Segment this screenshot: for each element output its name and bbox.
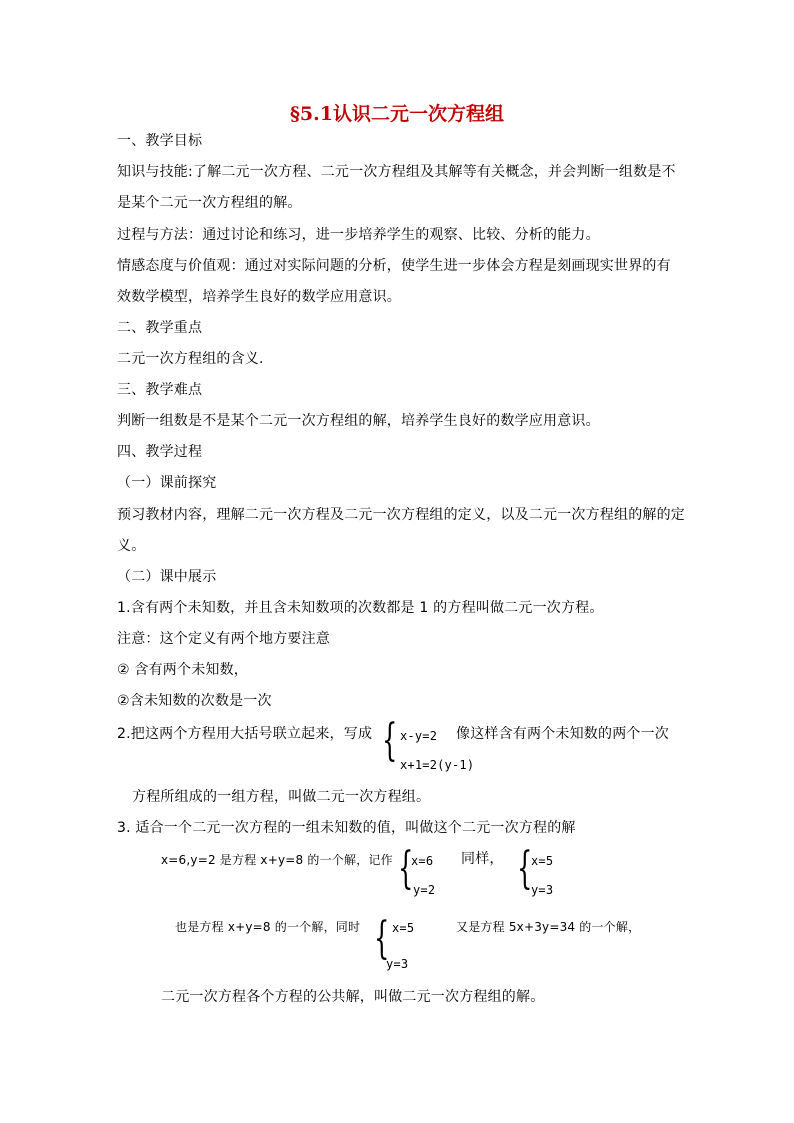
definition-item-1: 1.含有两个未知数，并且含未知数项的次数都是 1 的方程叫做二元一次方程。 <box>117 600 604 616</box>
example-text: x=6,y=2 是方程 x+y=8 的一个解，记作 <box>161 853 393 867</box>
goal-knowledge-line-2: 是某个二元一次方程组的解。 <box>117 195 302 211</box>
definition-item-2-continued: 方程所组成的一组方程，叫做二元一次方程组。 <box>132 789 431 805</box>
pre-class-text-line-2: 义。 <box>117 538 146 554</box>
goal-emotion-line-1: 情感态度与价值观：通过对实际问题的分析，使学生进一步体会方程是刻画现实世界的有 <box>117 258 671 274</box>
goals-heading: 一、教学目标 <box>117 133 203 149</box>
definition-item-3: 3. 适合一个二元一次方程的一组未知数的值，叫做这个二元一次方程的解 <box>117 820 576 836</box>
pre-class-heading: （一）课前探究 <box>117 475 217 491</box>
second-solution-x: x=5 <box>531 854 554 868</box>
note-point-b: ②含未知数的次数是一次 <box>117 693 272 709</box>
key-heading: 二、教学重点 <box>117 320 203 336</box>
process-heading: 四、教学过程 <box>117 444 203 460</box>
second-solution-y: y=3 <box>531 883 554 897</box>
goal-process: 过程与方法：通过讨论和练习，进一步培养学生的观察、比较、分析的能力。 <box>117 227 600 243</box>
example-solution-x: x=6 <box>411 854 434 868</box>
left-brace: { <box>374 913 390 964</box>
key-text: 二元一次方程组的含义. <box>117 351 264 367</box>
definition-item-2-suffix: 像这样含有两个未知数的两个一次 <box>456 726 669 742</box>
conclusion-text: 二元一次方程各个方程的公共解，叫做二元一次方程组的解。 <box>161 989 545 1005</box>
left-brace: { <box>517 843 533 894</box>
pre-class-text-line-1: 预习教材内容，理解二元一次方程及二元一次方程组的定义，以及二元一次方程组的解的定 <box>117 507 685 523</box>
note-text: 注意：这个定义有两个地方要注意 <box>117 631 330 647</box>
also-suffix: 又是方程 5x+3y=34 的一个解， <box>456 920 641 934</box>
page-title: §5.1认识二元一次方程组 <box>290 103 504 125</box>
example-solution-y: y=2 <box>413 883 436 897</box>
difficulty-text: 判断一组数是不是某个二元一次方程组的解，培养学生良好的数学应用意识。 <box>117 413 600 429</box>
left-brace: { <box>382 715 398 766</box>
common-solution-y: y=3 <box>386 957 409 971</box>
same-text: 同样， <box>461 851 504 867</box>
left-brace: { <box>398 843 414 894</box>
also-text: 也是方程 x+y=8 的一个解，同时 <box>175 920 361 934</box>
definition-item-2-prefix: 2.把这两个方程用大括号联立起来，写成 <box>117 726 373 742</box>
system-equation-1: x-y=2 <box>400 729 438 743</box>
note-point-a: ② 含有两个未知数， <box>117 662 249 678</box>
goal-knowledge-line-1: 知识与技能:了解二元一次方程、二元一次方程组及其解等有关概念，并会判断一组数是不 <box>117 164 676 180</box>
system-equation-2: x+1=2(y-1) <box>400 758 475 772</box>
goal-emotion-line-2: 效数学模型，培养学生良好的数学应用意识。 <box>117 289 401 305</box>
common-solution-x: x=5 <box>392 921 415 935</box>
in-class-heading: （二）课中展示 <box>117 569 217 585</box>
difficulty-heading: 三、教学难点 <box>117 382 203 398</box>
